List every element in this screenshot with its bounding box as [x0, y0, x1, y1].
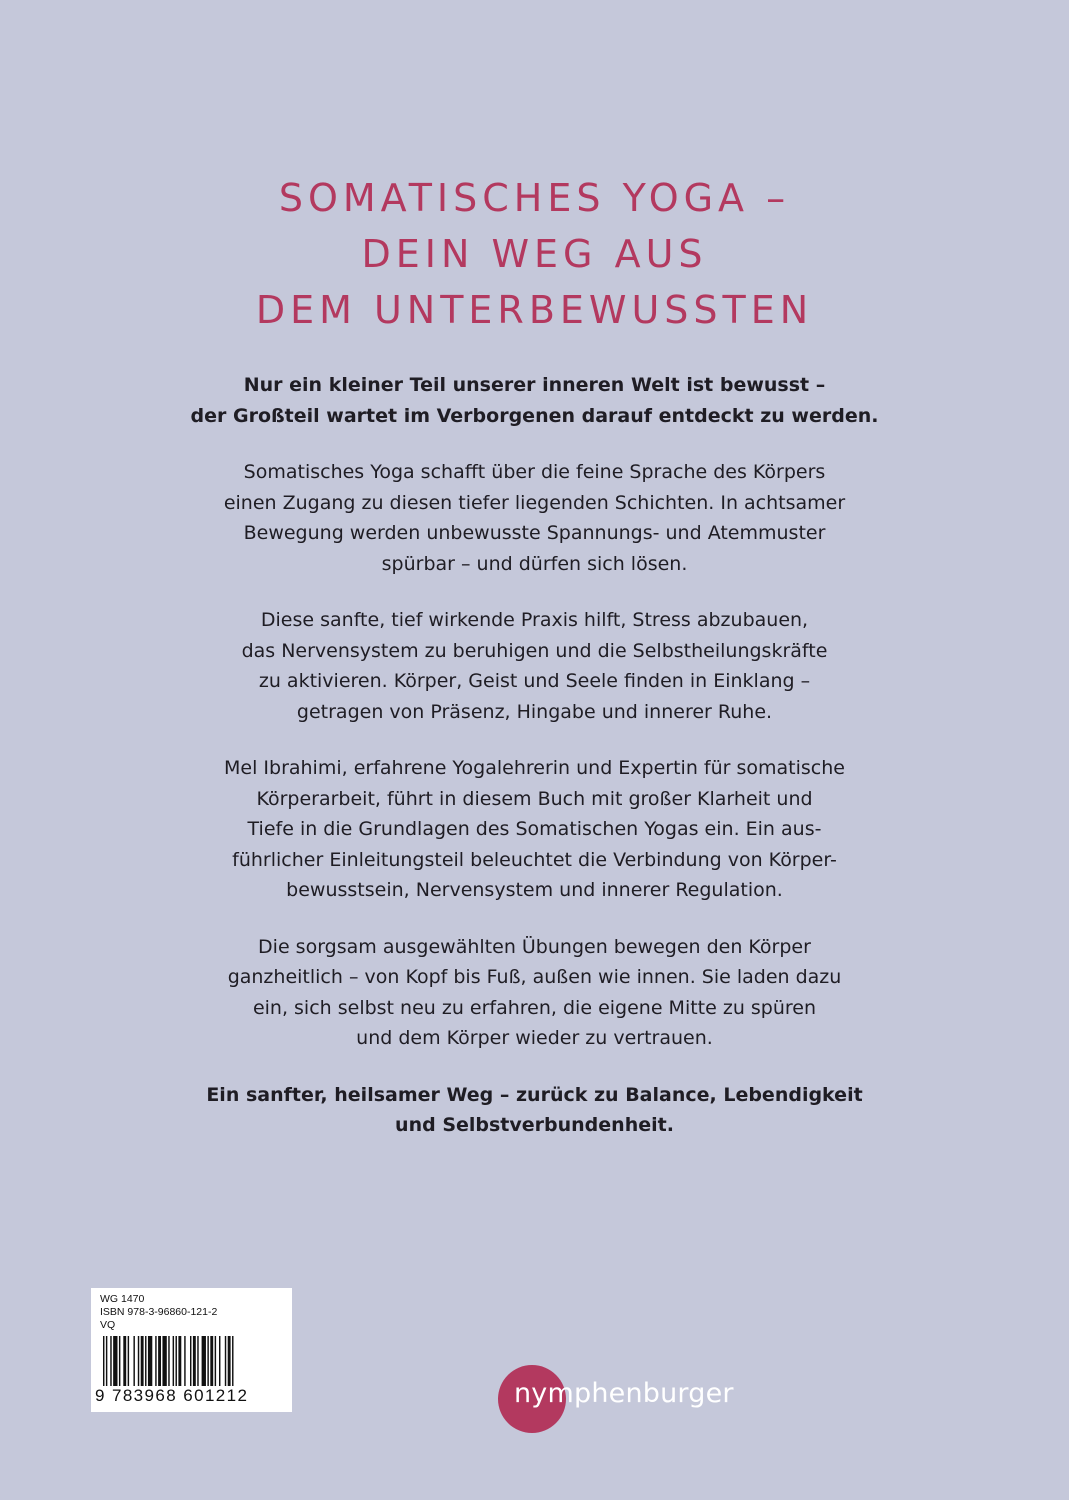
paragraph-line: zu aktivieren. Körper, Geist und Seele finden in Einklang –: [258, 670, 811, 692]
paragraph-line: Mel Ibrahimi, erfahrene Yogalehrerin und Expertin für somatische: [224, 757, 845, 779]
paragraph-line: ein, sich selbst neu zu erfahren, die eigene Mitte zu spüren: [252, 996, 817, 1019]
barcode-bar: [106, 1336, 107, 1386]
logo-wordmark: [514, 1378, 734, 1409]
barcode-bars: [103, 1336, 283, 1386]
paragraph-line: Diese sanfte, tief wirkende Praxis hilft, Stress abzubauen,: [260, 609, 809, 631]
paragraph-line: Somatisches Yoga schafft über die feine Sprache des Körpers: [243, 461, 826, 483]
barcode-bar: [138, 1336, 139, 1386]
closing-line: und Selbstverbundenheit.: [395, 1114, 674, 1136]
barcode-bar: [173, 1336, 174, 1386]
title-line-1: SOMATISCHES YOGA –: [278, 176, 791, 220]
paragraph-line: Tiefe in die Grundlagen des Somatischen Yogas ein. Ein aus-: [247, 818, 822, 840]
cover-title: [0, 170, 1069, 338]
paragraph-2: [150, 605, 919, 727]
barcode-bar: [158, 1336, 161, 1386]
barcode-bar: [148, 1336, 152, 1386]
title-line-3: DEM UNTERBEWUSSTEN: [255, 288, 814, 332]
barcode-bar: [133, 1336, 134, 1386]
intro-line: der Großteil wartet im Verborgenen darauf entdeckt zu werden.: [190, 404, 879, 427]
title-line-2: DEIN WEG AUS: [361, 232, 708, 276]
product-group: WG 1470: [100, 1293, 145, 1305]
barcode-bar: [162, 1336, 166, 1386]
closing-line: Ein sanfter, heilsamer Weg – zurück zu Balance, Lebendigkeit: [206, 1083, 863, 1106]
barcode-bar: [225, 1336, 226, 1386]
barcode-bar: [202, 1336, 206, 1386]
barcode-bar: [141, 1336, 144, 1386]
publisher-logo: [498, 1352, 768, 1452]
barcode-bar: [145, 1336, 146, 1386]
barcode-bar: [184, 1336, 185, 1386]
barcode-bar: [210, 1336, 213, 1386]
closing-paragraph: [150, 1080, 919, 1141]
paragraph-line: Die sorgsam ausgewählten Übungen bewegen den Körper: [258, 935, 811, 958]
barcode-bar: [123, 1336, 126, 1386]
vendor-code: VQ: [100, 1319, 116, 1331]
barcode-bar: [219, 1336, 220, 1386]
paragraph-line: einen Zugang zu diesen tiefer liegenden Schichten. In achtsamer: [223, 491, 846, 514]
barcode-digits: 9 783968 601212: [95, 1386, 249, 1405]
intro-line: Nur ein kleiner Teil unserer inneren Welt ist bewusst –: [243, 374, 826, 396]
paragraph-line: bewusstsein, Nervensystem und innerer Regulation.: [286, 879, 783, 901]
barcode-bar: [119, 1336, 120, 1386]
paragraph-4: [150, 932, 919, 1054]
logo-wordmark-rest: phenburger: [574, 1378, 734, 1409]
paragraph-line: getragen von Präsenz, Hingabe und innerer Ruhe.: [296, 700, 773, 723]
barcode-bar: [113, 1336, 117, 1386]
blurb-text: [150, 370, 919, 1167]
paragraph-line: führlicher Einleitungsteil beleuchtet die Verbindung von Körper-: [232, 848, 837, 871]
barcode-bar: [228, 1336, 231, 1386]
barcode-bar: [155, 1336, 156, 1386]
barcode-bar: [110, 1336, 111, 1386]
isbn-number: ISBN 978-3-96860-121-2: [100, 1306, 218, 1318]
paragraph-line: und dem Körper wieder zu vertrauen.: [356, 1027, 713, 1049]
barcode-bar: [103, 1336, 104, 1386]
barcode-bar: [197, 1336, 198, 1386]
barcode-bar: [215, 1336, 216, 1386]
barcode-bar: [128, 1336, 129, 1386]
barcode-bar: [176, 1336, 177, 1386]
barcode-bar: [168, 1336, 169, 1386]
paragraph-line: Körperarbeit, führt in diesem Buch mit großer Klarheit und: [256, 787, 813, 810]
barcode-bar: [232, 1336, 233, 1386]
logo-wordmark-prefix: nym: [514, 1378, 574, 1409]
barcode-label: [91, 1288, 292, 1412]
barcode-meta: [100, 1293, 217, 1332]
paragraph-3: [150, 753, 919, 906]
paragraph-1: [150, 457, 919, 579]
paragraph-line: spürbar – und dürfen sich lösen.: [381, 552, 688, 575]
barcode-bar: [193, 1336, 196, 1386]
barcode-bar: [207, 1336, 208, 1386]
paragraph-line: Bewegung werden unbewusste Spannungs- und Atemmuster: [243, 522, 826, 544]
barcode-bar: [178, 1336, 181, 1386]
intro-paragraph: [150, 370, 919, 431]
paragraph-line: das Nervensystem zu beruhigen und die Selbstheilungskräfte: [241, 639, 828, 662]
paragraph-line: ganzheitlich – von Kopf bis Fuß, außen wie innen. Sie laden dazu: [227, 966, 842, 988]
barcode-bar: [190, 1336, 191, 1386]
